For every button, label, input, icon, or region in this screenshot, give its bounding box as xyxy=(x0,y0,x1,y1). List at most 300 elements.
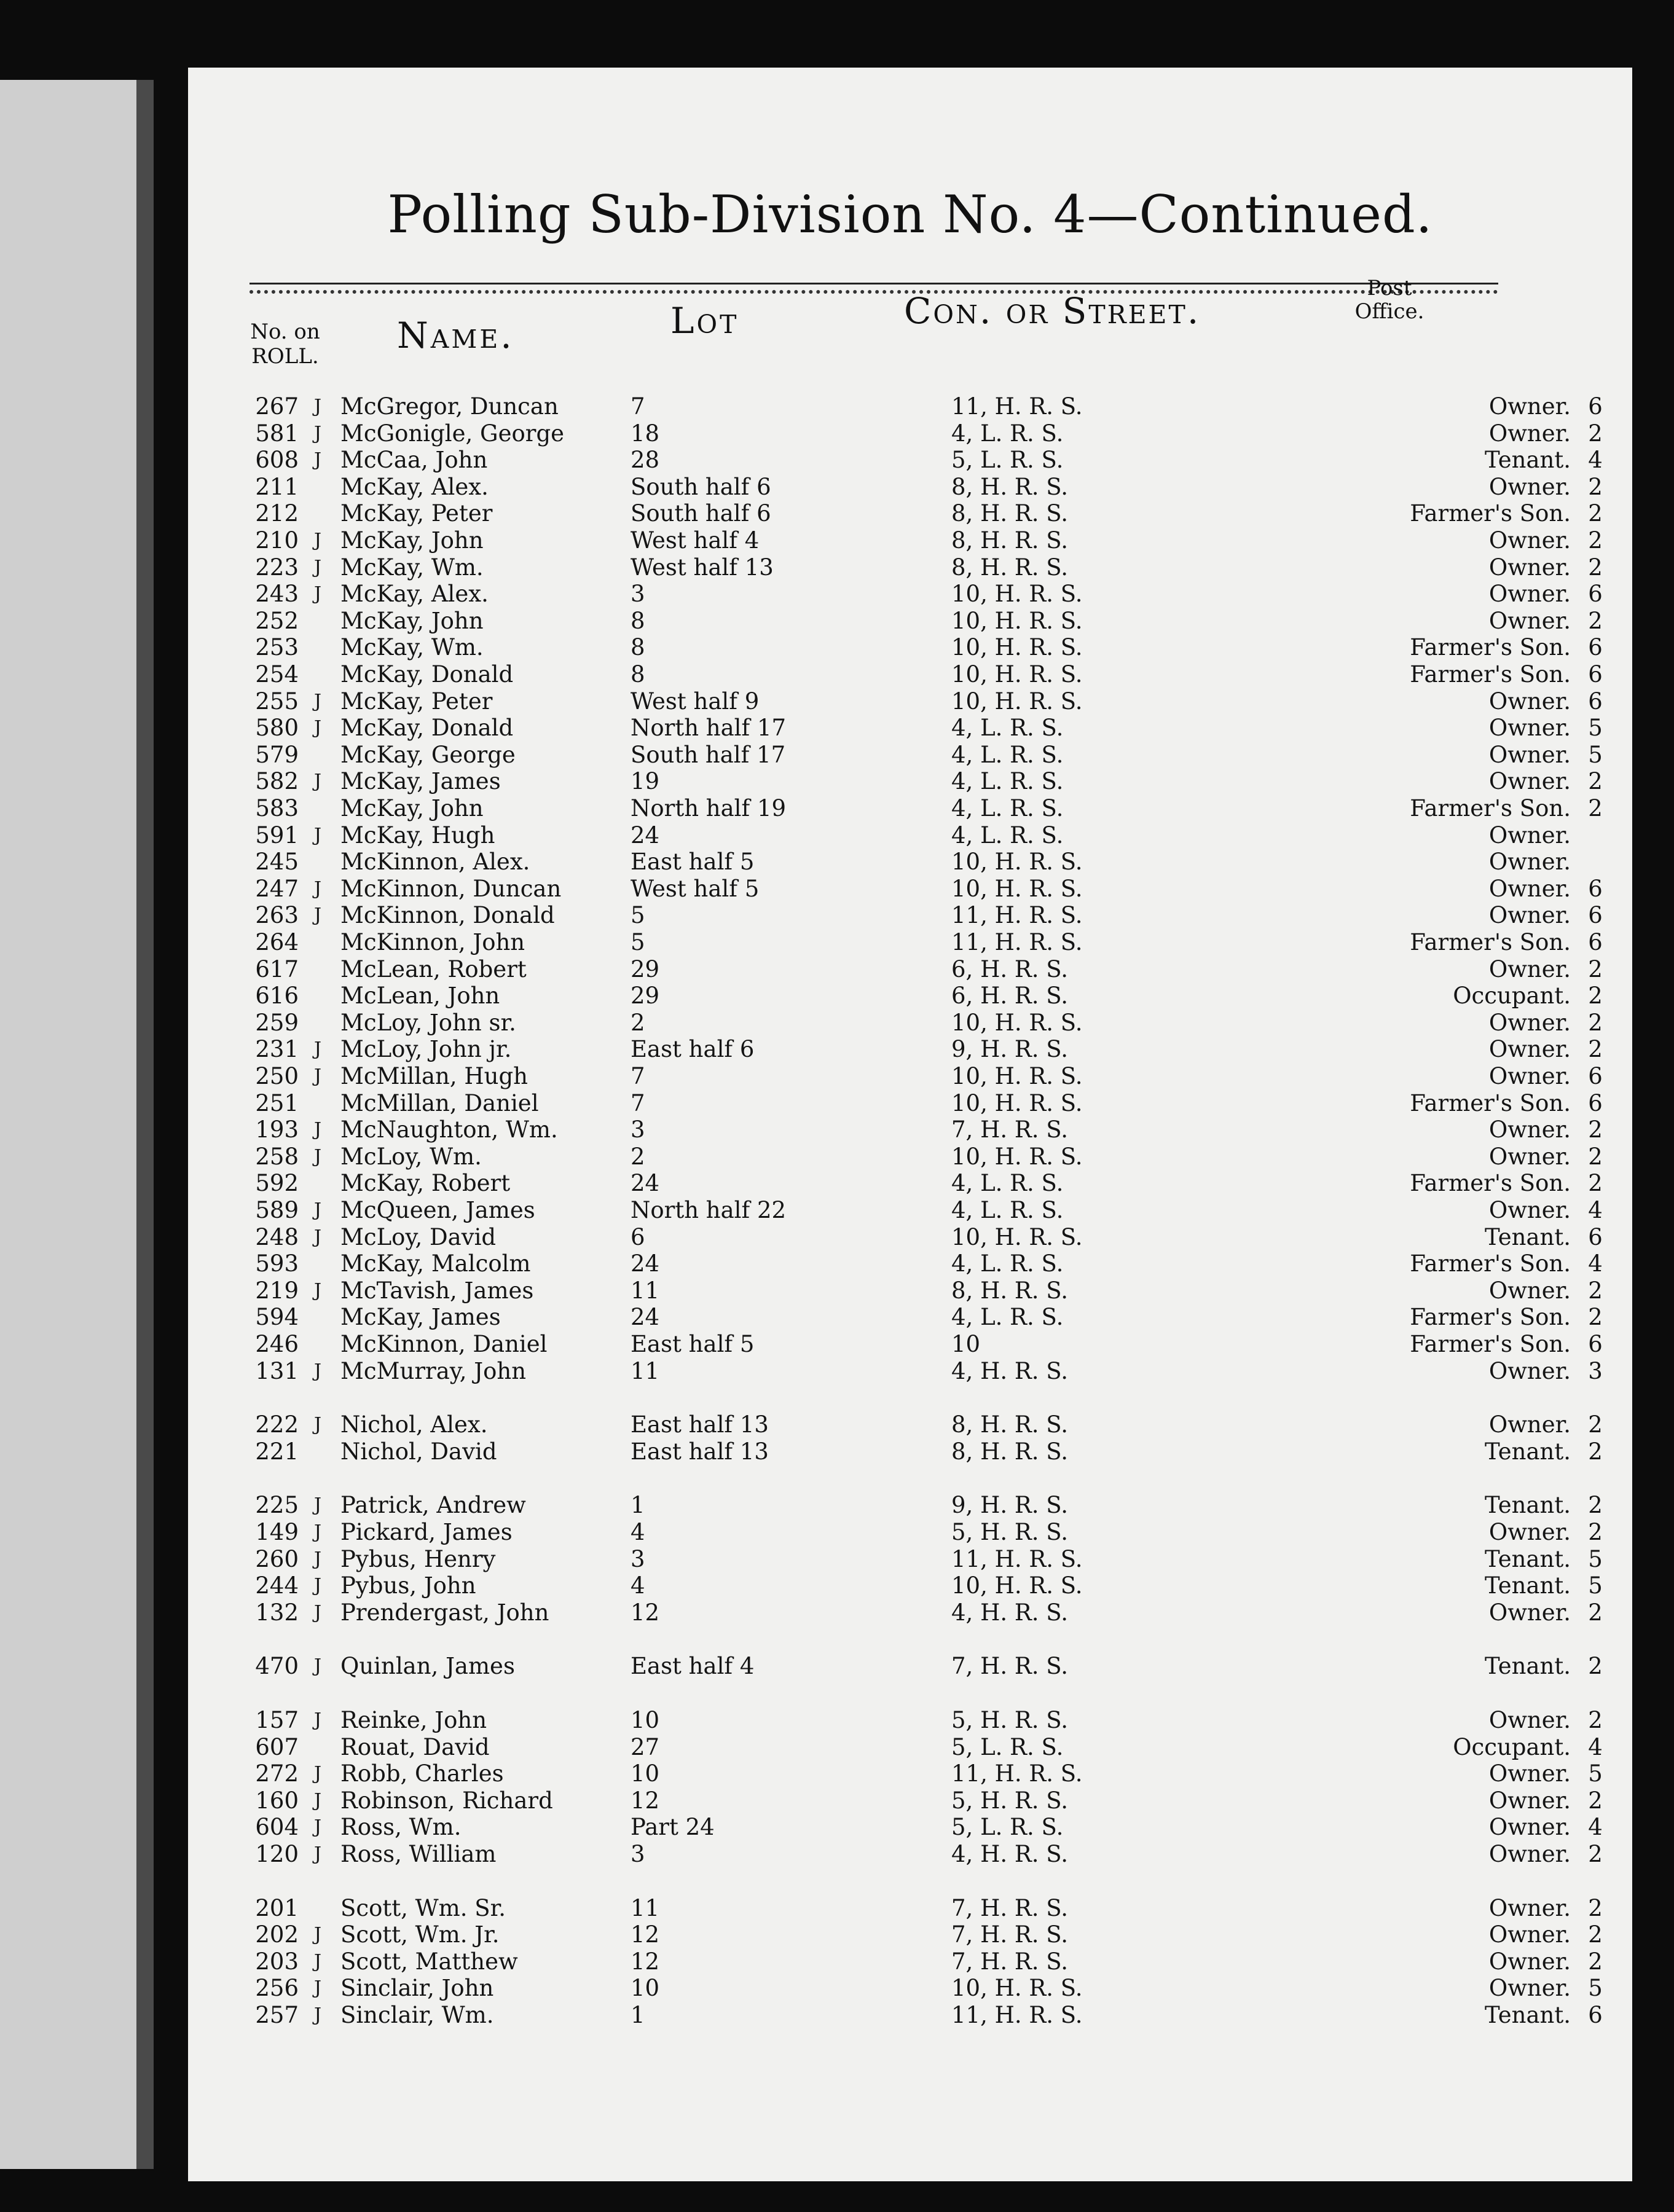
concession-value: 4, L. R. S. xyxy=(951,715,1064,742)
post-office-number: 6 xyxy=(1588,2002,1603,2028)
juror-mark: J xyxy=(313,449,322,471)
table-row xyxy=(188,715,1632,742)
roll-number: 470 xyxy=(255,1653,299,1680)
table-row xyxy=(188,2002,1632,2029)
lot-value: 28 xyxy=(631,447,660,474)
table-row xyxy=(188,1331,1632,1358)
post-office-number: 2 xyxy=(1588,1707,1603,1733)
roll-number: 608 xyxy=(255,447,299,474)
roll-number: 259 xyxy=(255,1009,299,1036)
roll-number: 256 xyxy=(255,1975,299,2002)
lot-value: 29 xyxy=(631,982,660,1010)
lot-value: East half 5 xyxy=(631,1331,755,1357)
lot-value: 8 xyxy=(631,634,645,661)
voter-name: McKay, Robert xyxy=(340,1170,511,1197)
qualification-status: Tenant. xyxy=(1484,1653,1571,1680)
lot-value: 18 xyxy=(631,420,660,447)
table-row xyxy=(188,393,1632,420)
roll-number: 212 xyxy=(255,500,299,527)
concession-value: 9, H. R. S. xyxy=(951,1036,1069,1063)
table-row xyxy=(188,1358,1632,1385)
table-row xyxy=(188,929,1632,956)
roll-number: 257 xyxy=(255,2002,299,2028)
voter-name: Pickard, James xyxy=(340,1519,513,1545)
voter-name: McKay, Alex. xyxy=(340,473,489,500)
table-row xyxy=(188,500,1632,527)
lot-value: 3 xyxy=(631,581,645,608)
juror-mark: J xyxy=(313,690,322,712)
post-office-number: 4 xyxy=(1588,447,1603,474)
table-row xyxy=(188,688,1632,715)
roll-number: 201 xyxy=(255,1894,299,1921)
voter-name: Scott, Wm. Jr. xyxy=(340,1921,500,1948)
concession-value: 4, L. R. S. xyxy=(951,1197,1064,1223)
lot-value: 3 xyxy=(631,1545,645,1572)
post-office-number: 6 xyxy=(1588,661,1603,688)
juror-mark: J xyxy=(313,1575,322,1597)
table-row xyxy=(188,1519,1632,1546)
adjacent-page-edge xyxy=(0,80,154,2169)
post-office-number: 6 xyxy=(1588,1089,1603,1116)
post-office-number: 6 xyxy=(1588,875,1603,902)
juror-mark: J xyxy=(313,1843,322,1865)
voter-name: McLoy, John jr. xyxy=(340,1036,512,1063)
qualification-status: Farmer's Son. xyxy=(1410,929,1571,955)
table-row xyxy=(188,768,1632,795)
qualification-status: Owner. xyxy=(1488,715,1571,742)
post-office-number: 6 xyxy=(1588,902,1603,929)
voter-name: Robb, Charles xyxy=(340,1760,504,1787)
roll-number: 255 xyxy=(255,688,299,715)
roll-number: 260 xyxy=(255,1545,299,1572)
qualification-status: Farmer's Son. xyxy=(1410,1250,1571,1277)
voter-name: McMillan, Hugh xyxy=(340,1063,529,1089)
lot-value: 7 xyxy=(631,1063,645,1089)
post-office-number: 2 xyxy=(1588,982,1603,1010)
juror-mark: J xyxy=(313,530,322,551)
table-row xyxy=(188,581,1632,608)
table-row xyxy=(188,1036,1632,1063)
roll-number: 231 xyxy=(255,1036,299,1063)
qualification-status: Tenant. xyxy=(1484,1545,1571,1572)
juror-mark: J xyxy=(313,1709,322,1731)
concession-value: 7, H. R. S. xyxy=(951,1653,1069,1680)
lot-value: North half 17 xyxy=(631,715,787,742)
lot-value: 3 xyxy=(631,1841,645,1867)
voter-name: McKinnon, John xyxy=(340,929,525,955)
voter-name: McKay, James xyxy=(340,1304,501,1331)
post-office-number: 6 xyxy=(1588,393,1603,420)
lot-value: 10 xyxy=(631,1707,660,1733)
qualification-status: Farmer's Son. xyxy=(1410,1331,1571,1357)
lot-value: 7 xyxy=(631,1089,645,1116)
qualification-status: Owner. xyxy=(1488,1814,1571,1841)
voter-name: Patrick, Andrew xyxy=(340,1492,526,1519)
table-row xyxy=(188,608,1632,635)
concession-value: 6, H. R. S. xyxy=(951,982,1069,1010)
roll-number: 250 xyxy=(255,1063,299,1089)
post-office-number: 2 xyxy=(1588,554,1603,581)
roll-number: 579 xyxy=(255,741,299,768)
post-office-number: 6 xyxy=(1588,1063,1603,1089)
post-office-number: 4 xyxy=(1588,1197,1603,1223)
roll-number: 591 xyxy=(255,822,299,849)
table-row xyxy=(188,1546,1632,1573)
post-office-number: 2 xyxy=(1588,1438,1603,1465)
lot-value: 24 xyxy=(631,1170,660,1197)
table-row xyxy=(188,1653,1632,1680)
roll-number: 604 xyxy=(255,1814,299,1841)
voter-name: McMillan, Daniel xyxy=(340,1089,539,1116)
lot-value: South half 6 xyxy=(631,473,771,500)
concession-value: 5, L. R. S. xyxy=(951,1733,1064,1760)
qualification-status: Owner. xyxy=(1488,1277,1571,1304)
concession-value: 8, H. R. S. xyxy=(951,1438,1069,1465)
concession-value: 4, L. R. S. xyxy=(951,768,1064,795)
concession-value: 8, H. R. S. xyxy=(951,500,1069,527)
qualification-status: Owner. xyxy=(1488,1143,1571,1170)
juror-mark: J xyxy=(313,1548,322,1570)
juror-mark: J xyxy=(313,1789,322,1811)
roll-number: 157 xyxy=(255,1707,299,1733)
table-row xyxy=(188,1143,1632,1171)
concession-value: 11, H. R. S. xyxy=(951,1545,1083,1572)
juror-mark: J xyxy=(313,904,322,927)
roll-number: 210 xyxy=(255,527,299,554)
table-row xyxy=(188,1572,1632,1599)
juror-mark: J xyxy=(313,1145,322,1167)
concession-value: 4, L. R. S. xyxy=(951,822,1064,849)
post-office-number: 4 xyxy=(1588,1250,1603,1277)
juror-mark: J xyxy=(313,1977,322,1999)
post-office-number: 2 xyxy=(1588,1841,1603,1867)
post-office-number: 4 xyxy=(1588,1814,1603,1841)
lot-value: East half 13 xyxy=(631,1411,769,1438)
post-office-number: 6 xyxy=(1588,688,1603,715)
roll-number: 248 xyxy=(255,1223,299,1250)
qualification-status: Owner. xyxy=(1488,420,1571,447)
table-row xyxy=(188,634,1632,661)
qualification-status: Owner. xyxy=(1488,1357,1571,1384)
concession-value: 5, H. R. S. xyxy=(951,1519,1069,1545)
voter-name: Scott, Wm. Sr. xyxy=(340,1894,506,1921)
voter-name: McKay, Peter xyxy=(340,688,493,715)
roll-number: 264 xyxy=(255,929,299,955)
qualification-status: Farmer's Son. xyxy=(1410,1304,1571,1331)
table-row xyxy=(188,1760,1632,1787)
lot-value: East half 4 xyxy=(631,1653,755,1680)
table-row xyxy=(188,420,1632,447)
table-row xyxy=(188,474,1632,501)
concession-value: 11, H. R. S. xyxy=(951,393,1083,420)
roll-number: 593 xyxy=(255,1250,299,1277)
lot-value: 7 xyxy=(631,393,645,420)
juror-mark: J xyxy=(313,717,322,739)
lot-value: 11 xyxy=(631,1894,660,1921)
voter-name: McKay, Alex. xyxy=(340,581,489,608)
juror-mark: J xyxy=(313,1119,322,1141)
lot-value: 2 xyxy=(631,1143,645,1170)
post-office-number: 2 xyxy=(1588,1653,1603,1680)
concession-value: 10, H. R. S. xyxy=(951,875,1083,902)
voter-name: Nichol, Alex. xyxy=(340,1411,488,1438)
table-row xyxy=(188,661,1632,688)
roll-number: 202 xyxy=(255,1921,299,1948)
qualification-status: Owner. xyxy=(1488,1760,1571,1787)
roll-number: 253 xyxy=(255,634,299,661)
roll-number: 246 xyxy=(255,1331,299,1357)
juror-mark: J xyxy=(313,1360,322,1382)
document-page xyxy=(188,68,1632,2181)
lot-value: 3 xyxy=(631,1116,645,1143)
post-office-number: 5 xyxy=(1588,1975,1603,2002)
roll-number: 580 xyxy=(255,715,299,742)
post-office-number: 6 xyxy=(1588,1223,1603,1250)
table-row xyxy=(188,1599,1632,1626)
voter-name: McGregor, Duncan xyxy=(340,393,559,420)
juror-mark: J xyxy=(313,1655,322,1677)
table-row xyxy=(188,795,1632,822)
concession-value: 11, H. R. S. xyxy=(951,929,1083,955)
concession-value: 7, H. R. S. xyxy=(951,1921,1069,1948)
table-row xyxy=(188,1814,1632,1841)
qualification-status: Owner. xyxy=(1488,1519,1571,1545)
juror-mark: J xyxy=(313,422,322,444)
concession-value: 10, H. R. S. xyxy=(951,1063,1083,1089)
post-office-number: 2 xyxy=(1588,527,1603,554)
voter-name: McKay, John xyxy=(340,527,484,554)
qualification-status: Owner. xyxy=(1488,1599,1571,1626)
lot-value: 12 xyxy=(631,1787,660,1814)
concession-value: 10, H. R. S. xyxy=(951,634,1083,661)
roll-number: 160 xyxy=(255,1787,299,1814)
roll-number: 258 xyxy=(255,1143,299,1170)
qualification-status: Owner. xyxy=(1488,688,1571,715)
concession-value: 10, H. R. S. xyxy=(951,1009,1083,1036)
post-office-number: 6 xyxy=(1588,929,1603,955)
qualification-status: Tenant. xyxy=(1484,1438,1571,1465)
voter-name: McKay, John xyxy=(340,795,484,822)
lot-value: 19 xyxy=(631,768,660,795)
qualification-status: Owner. xyxy=(1488,473,1571,500)
concession-value: 10, H. R. S. xyxy=(951,1089,1083,1116)
voter-name: Sinclair, John xyxy=(340,1975,494,2002)
roll-number: 149 xyxy=(255,1519,299,1545)
lot-value: South half 6 xyxy=(631,500,771,527)
roll-number: 267 xyxy=(255,393,299,420)
voter-name: McKay, Malcolm xyxy=(340,1250,531,1277)
concession-value: 4, H. R. S. xyxy=(951,1599,1069,1626)
qualification-status: Owner. xyxy=(1488,1063,1571,1089)
voter-name: McGonigle, George xyxy=(340,420,565,447)
voter-name: McKay, Donald xyxy=(340,715,514,742)
table-row xyxy=(188,956,1632,983)
qualification-status: Farmer's Son. xyxy=(1410,661,1571,688)
concession-value: 10 xyxy=(951,1331,981,1357)
concession-value: 10, H. R. S. xyxy=(951,849,1083,876)
lot-value: 12 xyxy=(631,1921,660,1948)
lot-value: 11 xyxy=(631,1357,660,1384)
table-row xyxy=(188,1948,1632,1975)
qualification-status: Tenant. xyxy=(1484,1572,1571,1599)
lot-value: 10 xyxy=(631,1760,660,1787)
qualification-status: Owner. xyxy=(1488,1116,1571,1143)
concession-value: 8, H. R. S. xyxy=(951,1411,1069,1438)
header-con-or-street: Con. or Street. xyxy=(904,290,1201,332)
juror-mark: J xyxy=(313,2004,322,2026)
table-row xyxy=(188,1975,1632,2002)
qualification-status: Owner. xyxy=(1488,1894,1571,1921)
post-office-number: 2 xyxy=(1588,1599,1603,1626)
voter-name: Nichol, David xyxy=(340,1438,497,1465)
voter-name: McQueen, James xyxy=(340,1197,535,1223)
voter-name: McKinnon, Daniel xyxy=(340,1331,548,1357)
voter-name: Sinclair, Wm. xyxy=(340,2002,494,2028)
qualification-status: Tenant. xyxy=(1484,447,1571,474)
table-row xyxy=(188,1304,1632,1331)
table-row xyxy=(188,1707,1632,1734)
post-office-number: 2 xyxy=(1588,1921,1603,1948)
voter-name: McKinnon, Donald xyxy=(340,902,555,929)
lot-value: South half 17 xyxy=(631,741,786,768)
roll-number: 251 xyxy=(255,1089,299,1116)
header-post-line2: Office. xyxy=(1354,299,1424,324)
lot-value: 12 xyxy=(631,1948,660,1975)
table-row xyxy=(188,1116,1632,1143)
qualification-status: Owner. xyxy=(1488,902,1571,929)
qualification-status: Owner. xyxy=(1488,1036,1571,1063)
post-office-number: 2 xyxy=(1588,795,1603,822)
lot-value: West half 5 xyxy=(631,875,760,902)
qualification-status: Owner. xyxy=(1488,607,1571,634)
qualification-status: Tenant. xyxy=(1484,1223,1571,1250)
concession-value: 11, H. R. S. xyxy=(951,1760,1083,1787)
roll-number: 243 xyxy=(255,581,299,608)
voter-name: Prendergast, John xyxy=(340,1599,549,1626)
table-row xyxy=(188,1063,1632,1090)
qualification-status: Farmer's Son. xyxy=(1410,795,1571,822)
juror-mark: J xyxy=(313,1199,322,1221)
table-row xyxy=(188,1250,1632,1277)
qualification-status: Owner. xyxy=(1488,393,1571,420)
lot-value: 1 xyxy=(631,2002,645,2028)
roll-number: 617 xyxy=(255,955,299,982)
post-office-number: 2 xyxy=(1588,1143,1603,1170)
table-row xyxy=(188,1170,1632,1197)
qualification-status: Owner. xyxy=(1488,1948,1571,1975)
concession-value: 8, H. R. S. xyxy=(951,1277,1069,1304)
table-row xyxy=(188,1787,1632,1814)
roll-number: 592 xyxy=(255,1170,299,1197)
qualification-status: Occupant. xyxy=(1453,1733,1571,1760)
lot-value: 27 xyxy=(631,1733,660,1760)
lot-value: 24 xyxy=(631,822,660,849)
post-office-number: 2 xyxy=(1588,1036,1603,1063)
concession-value: 8, H. R. S. xyxy=(951,527,1069,554)
juror-mark: J xyxy=(313,771,322,793)
concession-value: 5, H. R. S. xyxy=(951,1707,1069,1733)
post-office-number: 2 xyxy=(1588,1009,1603,1036)
table-row xyxy=(188,982,1632,1010)
concession-value: 10, H. R. S. xyxy=(951,1975,1083,2002)
lot-value: 8 xyxy=(631,607,645,634)
qualification-status: Owner. xyxy=(1488,554,1571,581)
post-office-number: 5 xyxy=(1588,1572,1603,1599)
lot-value: 10 xyxy=(631,1975,660,2002)
qualification-status: Owner. xyxy=(1488,1841,1571,1867)
post-office-number: 2 xyxy=(1588,500,1603,527)
qualification-status: Owner. xyxy=(1488,581,1571,608)
header-roll-line1: No. on xyxy=(250,320,320,344)
lot-value: 4 xyxy=(631,1572,645,1599)
voter-name: McLean, Robert xyxy=(340,955,527,982)
post-office-number: 2 xyxy=(1588,473,1603,500)
table-row xyxy=(188,1197,1632,1224)
roll-number: 263 xyxy=(255,902,299,929)
roll-number: 120 xyxy=(255,1841,299,1867)
table-row xyxy=(188,876,1632,903)
juror-mark: J xyxy=(313,1414,322,1436)
voter-name: Reinke, John xyxy=(340,1707,487,1733)
concession-value: 4, L. R. S. xyxy=(951,741,1064,768)
lot-value: 29 xyxy=(631,955,660,982)
post-office-number: 2 xyxy=(1588,1787,1603,1814)
post-office-number: 2 xyxy=(1588,768,1603,795)
concession-value: 7, H. R. S. xyxy=(951,1116,1069,1143)
qualification-status: Owner. xyxy=(1488,1197,1571,1223)
post-office-number: 3 xyxy=(1588,1357,1603,1384)
juror-mark: J xyxy=(313,1601,322,1623)
voter-name: Scott, Matthew xyxy=(340,1948,518,1975)
lot-value: 24 xyxy=(631,1250,660,1277)
voter-name: McKinnon, Duncan xyxy=(340,875,562,902)
juror-mark: J xyxy=(313,877,322,900)
qualification-status: Farmer's Son. xyxy=(1410,1170,1571,1197)
post-office-number: 2 xyxy=(1588,1519,1603,1545)
roll-number: 616 xyxy=(255,982,299,1010)
lot-value: North half 19 xyxy=(631,795,787,822)
roll-number: 223 xyxy=(255,554,299,581)
qualification-status: Owner. xyxy=(1488,1411,1571,1438)
voter-name: Pybus, Henry xyxy=(340,1545,496,1572)
juror-mark: J xyxy=(313,1226,322,1248)
qualification-status: Owner. xyxy=(1488,1787,1571,1814)
table-row xyxy=(188,527,1632,554)
concession-value: 7, H. R. S. xyxy=(951,1948,1069,1975)
lot-value: 11 xyxy=(631,1277,660,1304)
table-row xyxy=(188,1090,1632,1117)
table-row xyxy=(188,822,1632,849)
roll-number: 247 xyxy=(255,875,299,902)
voter-name: Quinlan, James xyxy=(340,1653,515,1680)
juror-mark: J xyxy=(313,396,322,417)
voter-name: McKay, Wm. xyxy=(340,554,484,581)
lot-value: 1 xyxy=(631,1492,645,1519)
roll-number: 581 xyxy=(255,420,299,447)
voter-name: McMurray, John xyxy=(340,1357,527,1384)
post-office-number: 2 xyxy=(1588,1948,1603,1975)
voter-name: McKinnon, Alex. xyxy=(340,849,530,876)
concession-value: 10, H. R. S. xyxy=(951,1223,1083,1250)
voter-name: McKay, Donald xyxy=(340,661,514,688)
roll-number: 221 xyxy=(255,1438,299,1465)
concession-value: 7, H. R. S. xyxy=(951,1894,1069,1921)
table-row xyxy=(188,1277,1632,1304)
table-row xyxy=(188,1438,1632,1465)
lot-value: 24 xyxy=(631,1304,660,1331)
header-lot: Lot xyxy=(670,300,739,342)
juror-mark: J xyxy=(313,556,322,578)
